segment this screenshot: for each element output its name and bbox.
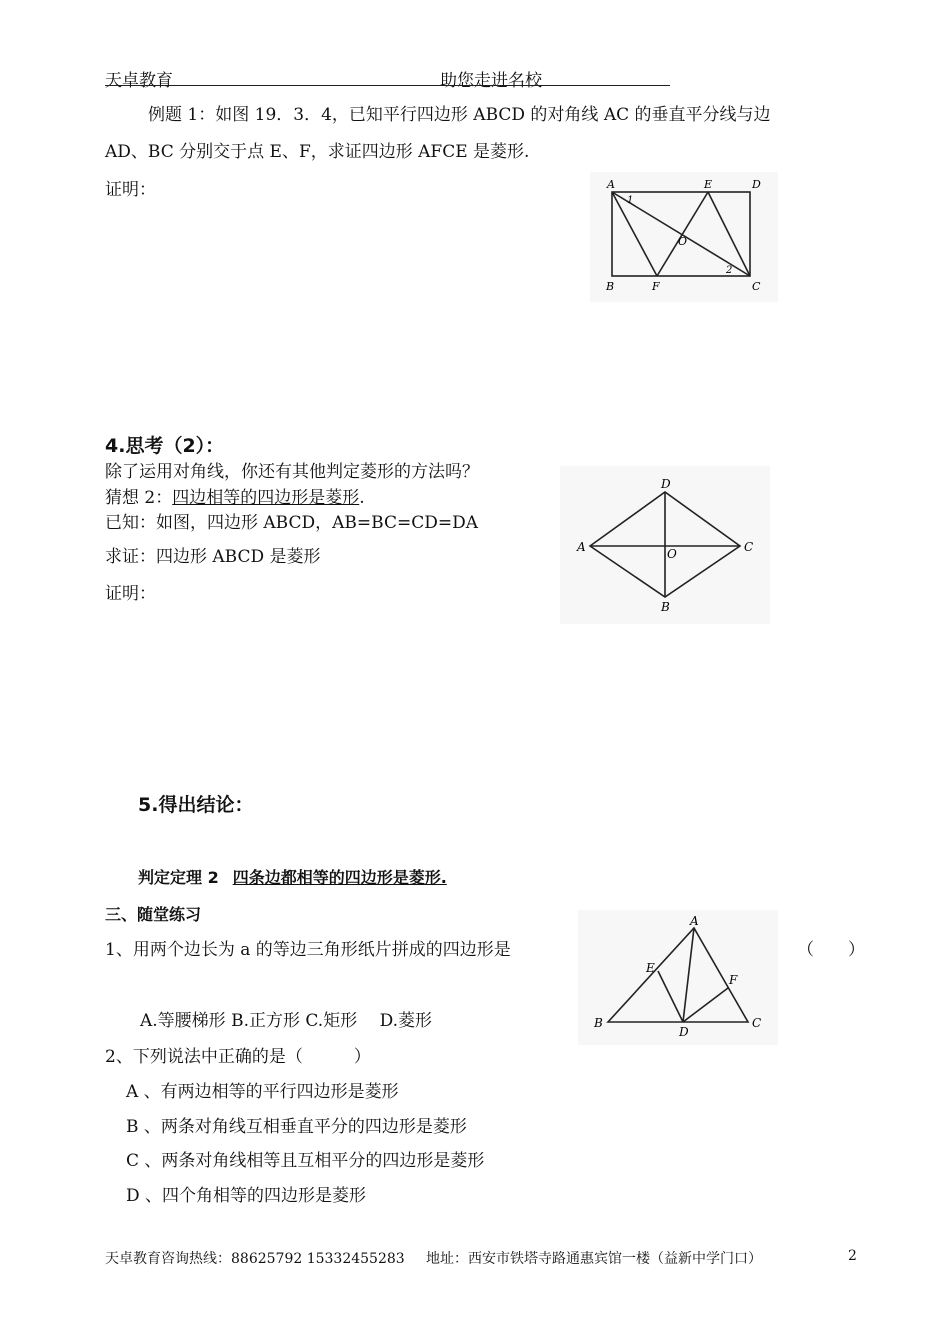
conjecture-prefix: 猜想 2： <box>105 488 173 508</box>
example1-line2: AD、BC 分别交于点 E、F，求证四边形 AFCE 是菱形. <box>105 142 530 162</box>
fig3-label-b: B <box>594 1016 603 1030</box>
theorem-text: 四条边都相等的四边形是菱形. <box>232 868 447 887</box>
theorem-prefix: 判定定理 2 <box>138 868 219 887</box>
fig1-label-e: E <box>704 178 713 191</box>
conjecture-text: 四边相等的四边形是菱形 <box>172 488 360 508</box>
section4-given: 已知：如图，四边形 ABCD，AB=BC=CD=DA <box>105 513 478 533</box>
q2-option-a: A 、有两边相等的平行四边形是菱形 <box>126 1082 399 1102</box>
fig2-label-d: D <box>661 477 671 491</box>
section4-heading: 4.思考（2）： <box>105 435 225 457</box>
fig1-angle-1: 1 <box>627 195 634 206</box>
q1-stem: 1、用两个边长为 a 的等边三角形纸片拼成的四边形是 <box>105 940 511 960</box>
header-left: 天卓教育 <box>105 71 173 91</box>
fig1-label-c: C <box>752 280 761 293</box>
q2-option-c: C 、两条对角线相等且互相平分的四边形是菱形 <box>126 1151 485 1171</box>
fig1-label-o: O <box>678 235 688 248</box>
fig2-label-c: C <box>744 540 754 554</box>
fig3-label-e: E <box>646 961 655 975</box>
footer-address: 地址：西安市铁塔寺路通惠宾馆一楼（益新中学门口） <box>426 1251 762 1267</box>
q2-option-d: D 、四个角相等的四边形是菱形 <box>126 1186 367 1206</box>
fig2-label-b: B <box>661 600 670 614</box>
example1-proof-label: 证明： <box>105 180 156 200</box>
fig3-label-f: F <box>729 973 738 987</box>
fig1-label-d: D <box>752 178 761 191</box>
figure-triangle-abc <box>578 910 778 1045</box>
fig3-label-d: D <box>679 1025 689 1039</box>
fig1-angle-2: 2 <box>726 265 733 276</box>
theorem-2 <box>138 865 447 888</box>
figure-parallelogram-afce <box>590 172 778 302</box>
section4-conjecture <box>105 483 365 508</box>
fig1-label-b: B <box>606 280 615 293</box>
fig1-label-f: F <box>652 280 660 293</box>
figure-rhombus-abcd <box>560 466 770 624</box>
fig2-label-a: A <box>577 540 586 554</box>
section5-heading: 5.得出结论： <box>138 794 254 816</box>
practice-heading: 三、随堂练习 <box>105 905 202 924</box>
section4-prove: 求证：四边形 ABCD 是菱形 <box>105 547 321 567</box>
header-center: 助您走进名校 <box>440 71 542 91</box>
q1-answer-paren: （ ） <box>797 940 865 960</box>
q2-stem: 2、下列说法中正确的是（ ） <box>105 1047 371 1067</box>
fig2-label-o: O <box>667 547 677 561</box>
section4-proof-label: 证明： <box>105 584 156 604</box>
page-number: 2 <box>848 1248 857 1264</box>
fig3-label-a: A <box>690 914 699 928</box>
q1-options: A.等腰梯形 B.正方形 C.矩形 D.菱形 <box>140 1011 433 1031</box>
fig1-label-a: A <box>607 178 615 191</box>
q2-option-b: B 、两条对角线互相垂直平分的四边形是菱形 <box>126 1117 467 1137</box>
example1-line1: 例题 1：如图 19．3．4，已知平行四边形 ABCD 的对角线 AC 的垂直平分线与边 <box>148 105 771 125</box>
footer-hotline: 天卓教育咨询热线：88625792 15332455283 <box>105 1251 405 1267</box>
header-rule <box>105 85 670 86</box>
section4-question: 除了运用对角线，你还有其他判定菱形的方法吗？ <box>105 462 479 482</box>
fig3-label-c: C <box>752 1016 762 1030</box>
conjecture-suffix: . <box>359 488 365 508</box>
